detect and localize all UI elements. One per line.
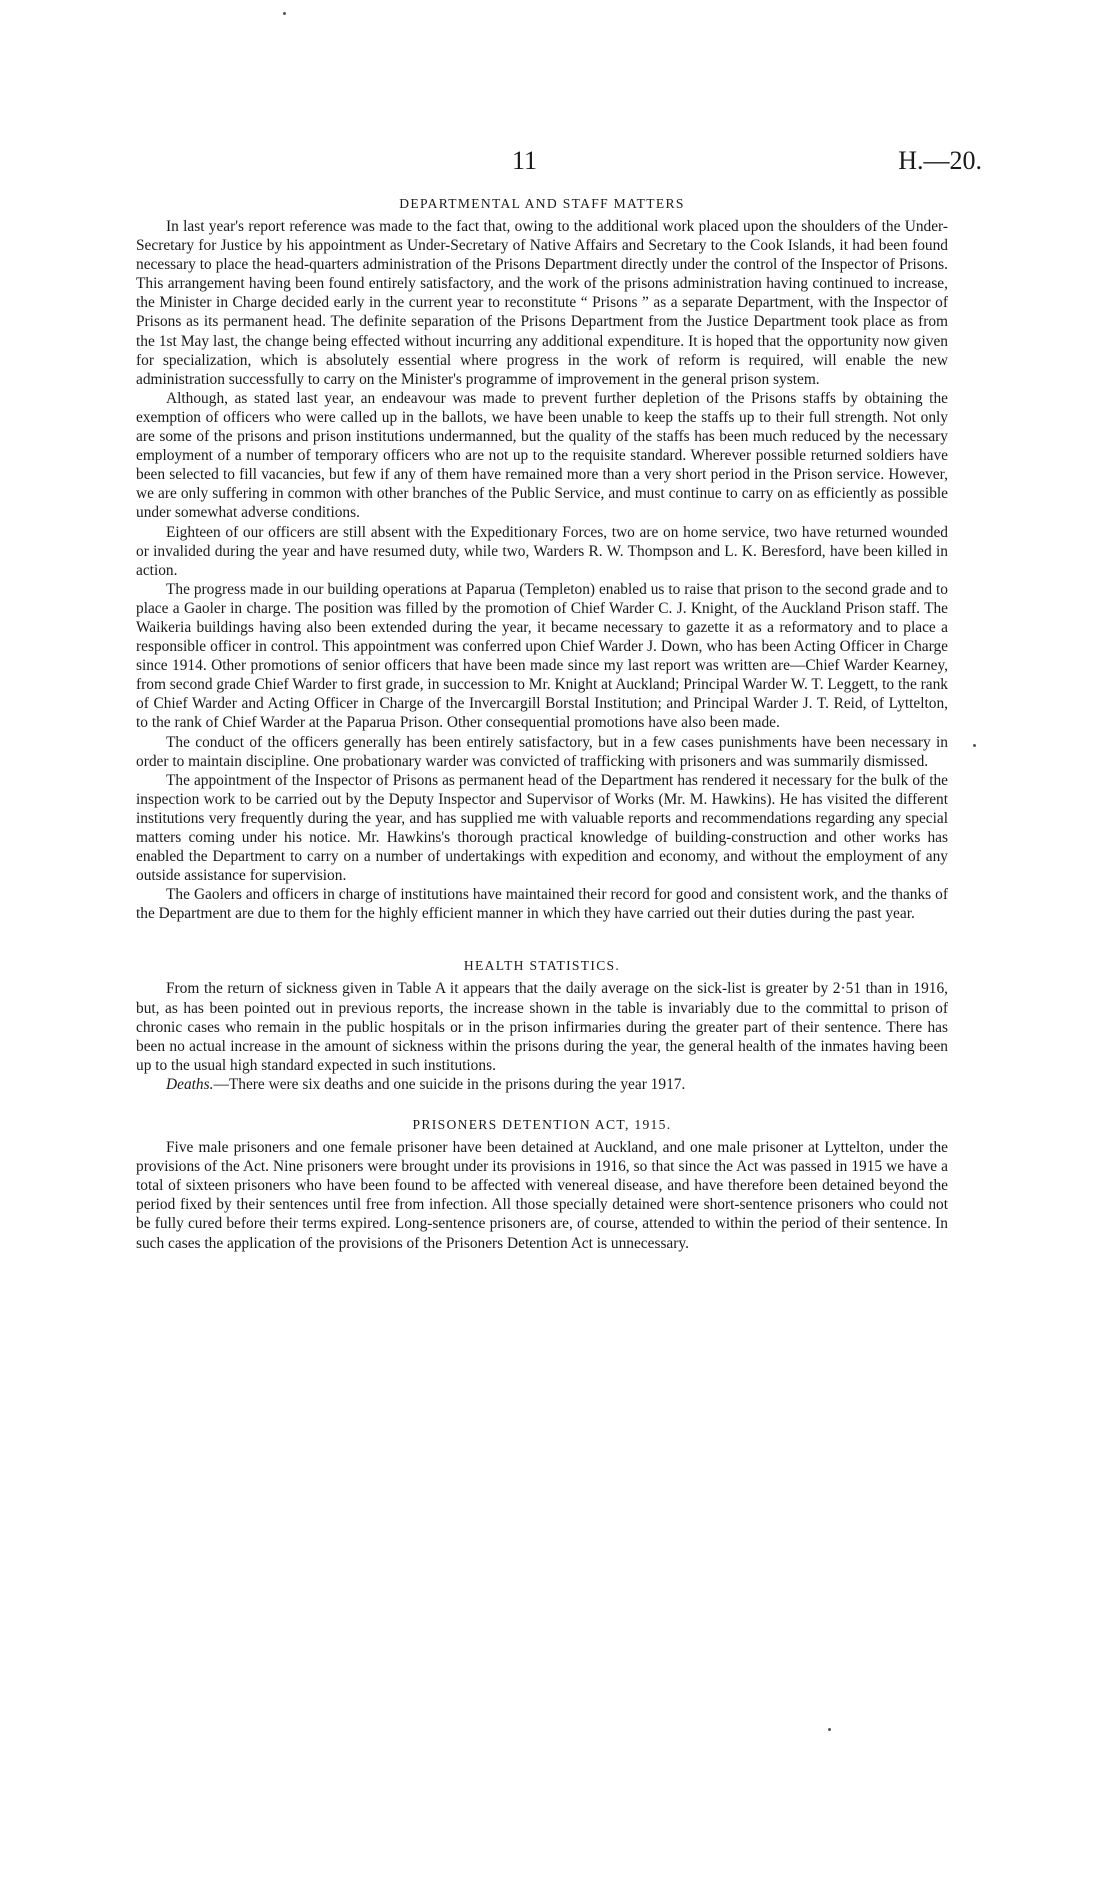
document-reference: H.—20. — [898, 146, 982, 175]
paragraph: Although, as stated last year, an endeavour was made to prevent further depletion of the Prisons staffs by obtaining the exemption of officers who were called up in the ballots, we have been unable to keep the staffs up to their full strength. Not only are some of the prisons and prison institutions undermanned, but the quality of the staffs has been much reduced by the necessary employment of a number of temporary officers who are not up to the requisite standard. Wherever possible returned soldiers have been selected to fill vacancies, but few if any of them have remained more than a very short period in the Prison service. However, we are only suffering in common with other branches of the Public Service, and must continue to carry on as efficiently as possible under somewhat adverse conditions. — [136, 389, 948, 522]
page-body — [136, 195, 948, 1253]
paragraph: Five male prisoners and one female prisoner have been detained at Auckland, and one male prisoner at Lyttelton, under the provisions of the Act. Nine prisoners were brought under its provisions in 1916, so that since the Act was passed in 1915 we have a total of sixteen prisoners who have been found to be affected with venereal disease, and have therefore been detained beyond the period fixed by their sentences until free from infection. All those specially detained were short-sentence prisoners who could not be fully cured before their terms expired. Long-sentence prisoners are, of course, attended to within the period of their sentence. In such cases the application of the provisions of the Prisoners Detention Act is unnecessary. — [136, 1139, 948, 1252]
paragraph: Eighteen of our officers are still absent with the Expeditionary Forces, two are on home service, two have returned wounded or invalided during the year and have resumed duty, while two, Warders R. W. Thompson and L. K. Beresford, have been killed in action. — [136, 523, 948, 579]
section-prisoners-detention-act — [136, 1116, 948, 1253]
deaths-text: —There were six deaths and one suicide in the prisons during the year 1917. — [213, 1075, 686, 1093]
paragraph: The appointment of the Inspector of Prisons as permanent head of the Department has rendered it necessary for the bulk of the inspection work to be carried out by the Deputy Inspector and Supervisor of Works (Mr. M. Hawkins). He has visited the different institutions very frequently during the year, and has supplied me with valuable reports and recommendations regarding any special matters coming under his notice. Mr. Hawkins's thorough practical knowledge of building-construction and other works has enabled the Department to carry on a number of undertakings with expedition and economy, and without the employment of any outside assistance for supervision. — [136, 771, 948, 885]
scan-speck — [283, 12, 286, 15]
section-heading: PRISONERS DETENTION ACT, 1915. — [412, 1117, 672, 1133]
paragraph: From the return of sickness given in Table A it appears that the daily average on the sick-list is greater by 2·51 than in 1916, but, as has been pointed out in previous reports, the increase shown in the table is invariably due to the committal to prison of chronic cases who remain in the public hospitals or in the prison infirmaries during the greater part of their sentence. There has been no actual increase in the amount of sickness within the prisons during the year, the general health of the inmates having been up to the usual high standard expected in such institutions. — [136, 980, 948, 1074]
scan-speck — [973, 744, 976, 747]
deaths-label: Deaths. — [166, 1075, 214, 1093]
page-header — [0, 146, 1114, 186]
section-heading: DEPARTMENTAL AND STAFF MATTERS — [399, 196, 685, 211]
paragraph: The progress made in our building operations at Paparua (Templeton) enabled us to raise that prison to the second grade and to place a Gaoler in charge. The position was filled by the promotion of Chief Warder C. J. Knight, of the Auckland Prison staff. The Waikeria buildings having also been extended during the year, it became necessary to gazette it as a reformatory and to place a responsible officer in control. This appointment was conferred upon Chief Warder J. Down, who has been Acting Officer in Charge since 1914. Other promotions of senior officers that have been made since my last report was written are—Chief Warder Kearney, from second grade Chief Warder to first grade, in succession to Mr. Knight at Auckland; Principal Warder W. T. Leggett, to the rank of Chief Warder and Acting Officer in Charge of the Invercargill Borstal Institution; and Principal Warder J. T. Reid, of Lyttelton, to the rank of Chief Warder at the Paparua Prison. Other consequential promotions have also been made. — [136, 580, 948, 732]
scan-speck — [828, 1728, 831, 1731]
page-number: 11 — [512, 146, 538, 175]
section-health-statistics — [136, 957, 948, 1094]
deaths-paragraph — [136, 1075, 948, 1094]
section-departmental-staff-matters — [136, 195, 948, 923]
section-heading: HEALTH STATISTICS. — [463, 958, 621, 974]
paragraph: The conduct of the officers generally has been entirely satisfactory, but in a few cases punishments have been necessary in order to maintain discipline. One probationary warder was convicted of trafficking with prisoners and was summarily dismissed. — [136, 733, 948, 770]
paragraph: In last year's report reference was made to the fact that, owing to the additional work placed upon the shoulders of the Under-Secretary for Justice by his appointment as Under-Secretary of Native Affairs and Secretary to the Cook Islands, it had been found necessary to place the head-quarters administration of the Prisons Department directly under the control of the Inspector of Prisons. This arrangement having been found entirely satisfactory, and the work of the prisons administration having continued to increase, the Minister in Charge decided early in the current year to reconstitute “ Prisons ” as a separate Department, with the Inspector of Prisons as its permanent head. The definite separation of the Prisons Department from the Justice Department took place as from the 1st May last, the change being effected without incurring any additional expenditure. It is hoped that the opportunity now given for specialization, which is absolutely essential where progress in the work of reform is required, will enable the new administration successfully to carry on the Minister's programme of improvement in the general prison system. — [136, 218, 948, 388]
paragraph: The Gaolers and officers in charge of institutions have maintained their record for good and consistent work, and the thanks of the Department are due to them for the highly efficient manner in which they have carried out their duties during the past year. — [136, 886, 948, 923]
